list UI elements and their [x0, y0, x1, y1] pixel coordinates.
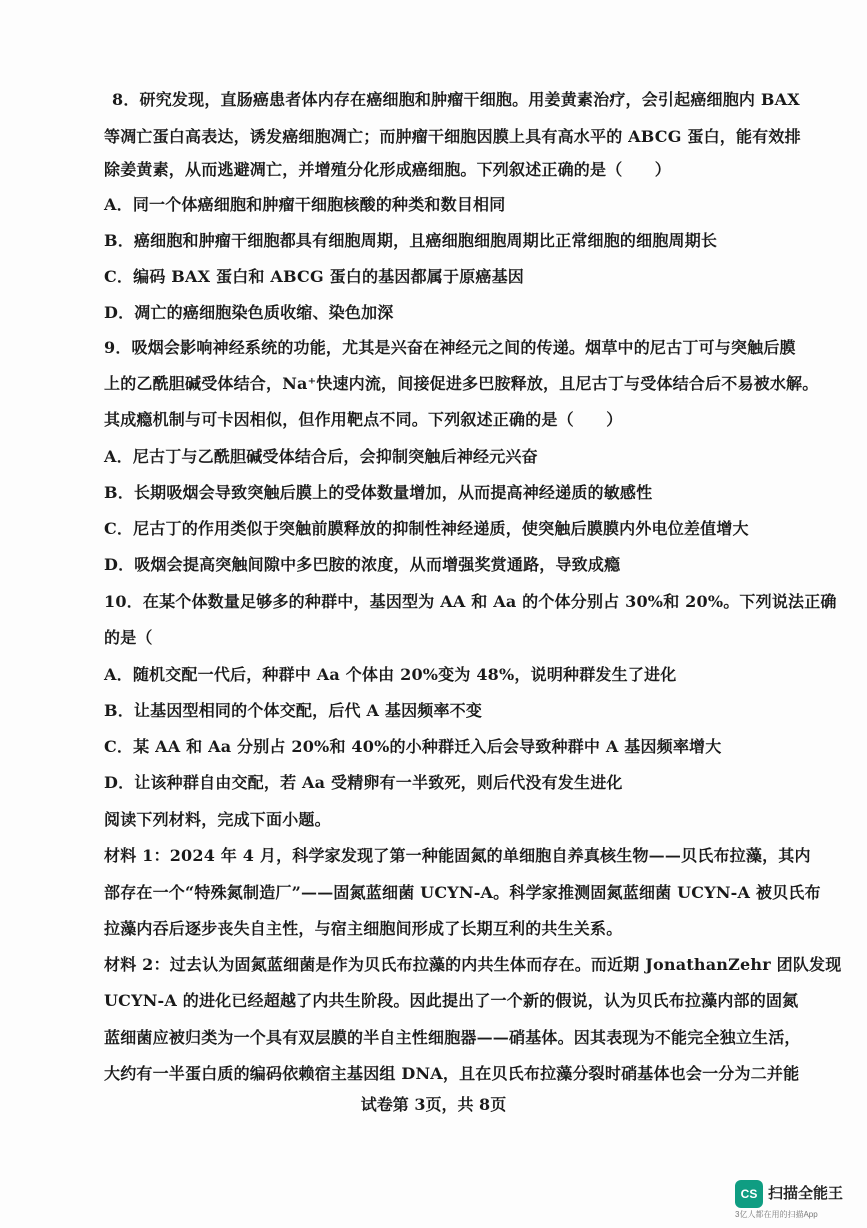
- material-2-line-2: UCYN-A 的进化已经超越了内共生阶段。因此提出了一个新的假说，认为贝氏布拉藻内部的固氮: [104, 991, 799, 1010]
- page-footer: 试卷第 3页，共 8页: [360, 1095, 507, 1114]
- scanner-watermark: [735, 1180, 855, 1220]
- q8-stem-line-1: 8．研究发现，直肠癌患者体内存在癌细胞和肿瘤干细胞。用姜黄素治疗，会引起癌细胞内 BAX: [112, 90, 800, 109]
- q10-option-c: C．某 AA 和 Aa 分别占 20%和 40%的小种群迁入后会导致种群中 A 基因频率增大: [104, 737, 722, 756]
- camscanner-logo-icon: CS: [735, 1180, 763, 1208]
- watermark-subtitle: 3亿人都在用的扫描App: [735, 1210, 818, 1219]
- material-1-line-1: 材料 1：2024 年 4 月，科学家发现了第一种能固氮的单细胞自养真核生物——贝氏布拉藻，其内: [104, 846, 811, 865]
- q8-option-c: C．编码 BAX 蛋白和 ABCG 蛋白的基因都属于原癌基因: [104, 267, 525, 286]
- q9-option-d: D．吸烟会提高突触间隙中多巴胺的浓度，从而增强奖赏通路，导致成瘾: [104, 555, 621, 574]
- q9-stem-line-1: 9．吸烟会影响神经系统的功能，尤其是兴奋在神经元之间的传递。烟草中的尼古丁可与突触后膜: [104, 338, 796, 357]
- q8-option-a: A．同一个体癌细胞和肿瘤干细胞核酸的种类和数目相同: [104, 195, 506, 214]
- material-1-line-3: 拉藻内吞后逐步丧失自主性，与宿主细胞间形成了长期互利的共生关系。: [104, 919, 623, 938]
- q8-option-d: D．凋亡的癌细胞染色质收缩、染色加深: [104, 303, 394, 322]
- q10-stem-line-2: 的是（: [104, 628, 153, 647]
- q8-option-b: B．癌细胞和肿瘤干细胞都具有细胞周期，且癌细胞细胞周期比正常细胞的细胞周期长: [104, 231, 718, 250]
- q8-stem-line-2: 等凋亡蛋白高表达，诱发癌细胞凋亡；而肿瘤干细胞因膜上具有高水平的 ABCG 蛋白，能有效排: [104, 127, 801, 146]
- q10-option-d: D．让该种群自由交配，若 Aa 受精卵有一半致死，则后代没有发生进化: [104, 773, 623, 792]
- material-1-line-2: 部存在一个“特殊氮制造厂”——固氮蓝细菌 UCYN-A。科学家推测固氮蓝细菌 UCYN-A 被贝氏布: [104, 883, 821, 902]
- material-2-line-4: 大约有一半蛋白质的编码依赖宿主基因组 DNA，且在贝氏布拉藻分裂时硝基体也会一分为二并能: [104, 1064, 800, 1083]
- q9-stem-line-3: 其成瘾机制与可卡因相似，但作用靶点不同。下列叙述正确的是（ ）: [104, 410, 623, 429]
- q10-option-b: B．让基因型相同的个体交配，后代 A 基因频率不变: [104, 701, 483, 720]
- q9-option-a: A．尼古丁与乙酰胆碱受体结合后，会抑制突触后神经元兴奋: [104, 447, 538, 466]
- q10-option-a: A．随机交配一代后，种群中 Aa 个体由 20%变为 48%，说明种群发生了进化: [104, 665, 677, 684]
- watermark-app-name: 扫描全能王: [768, 1185, 844, 1202]
- q9-stem-line-2: 上的乙酰胆碱受体结合，Na⁺快速内流，间接促进多巴胺释放，且尼古丁与受体结合后不易被水解。: [104, 374, 819, 393]
- reading-instruction: 阅读下列材料，完成下面小题。: [104, 810, 331, 829]
- q9-option-c: C．尼古丁的作用类似于突触前膜释放的抑制性神经递质，使突触后膜膜内外电位差值增大: [104, 519, 749, 538]
- q10-stem-line-1: 10．在某个体数量足够多的种群中，基因型为 AA 和 Aa 的个体分别占 30%和 20%。下列说法正确: [104, 592, 837, 611]
- q9-option-b: B．长期吸烟会导致突触后膜上的受体数量增加，从而提高神经递质的敏感性: [104, 483, 653, 502]
- material-2-line-1: 材料 2：过去认为固氮蓝细菌是作为贝氏布拉藻的内共生体而存在。而近期 JonathanZehr 团队发现: [104, 955, 842, 974]
- q8-stem-line-3: 除姜黄素，从而逃避凋亡，并增殖分化形成癌细胞。下列叙述正确的是（ ）: [104, 160, 672, 179]
- material-2-line-3: 蓝细菌应被归类为一个具有双层膜的半自主性细胞器——硝基体。因其表现为不能完全独立生活，: [104, 1028, 801, 1047]
